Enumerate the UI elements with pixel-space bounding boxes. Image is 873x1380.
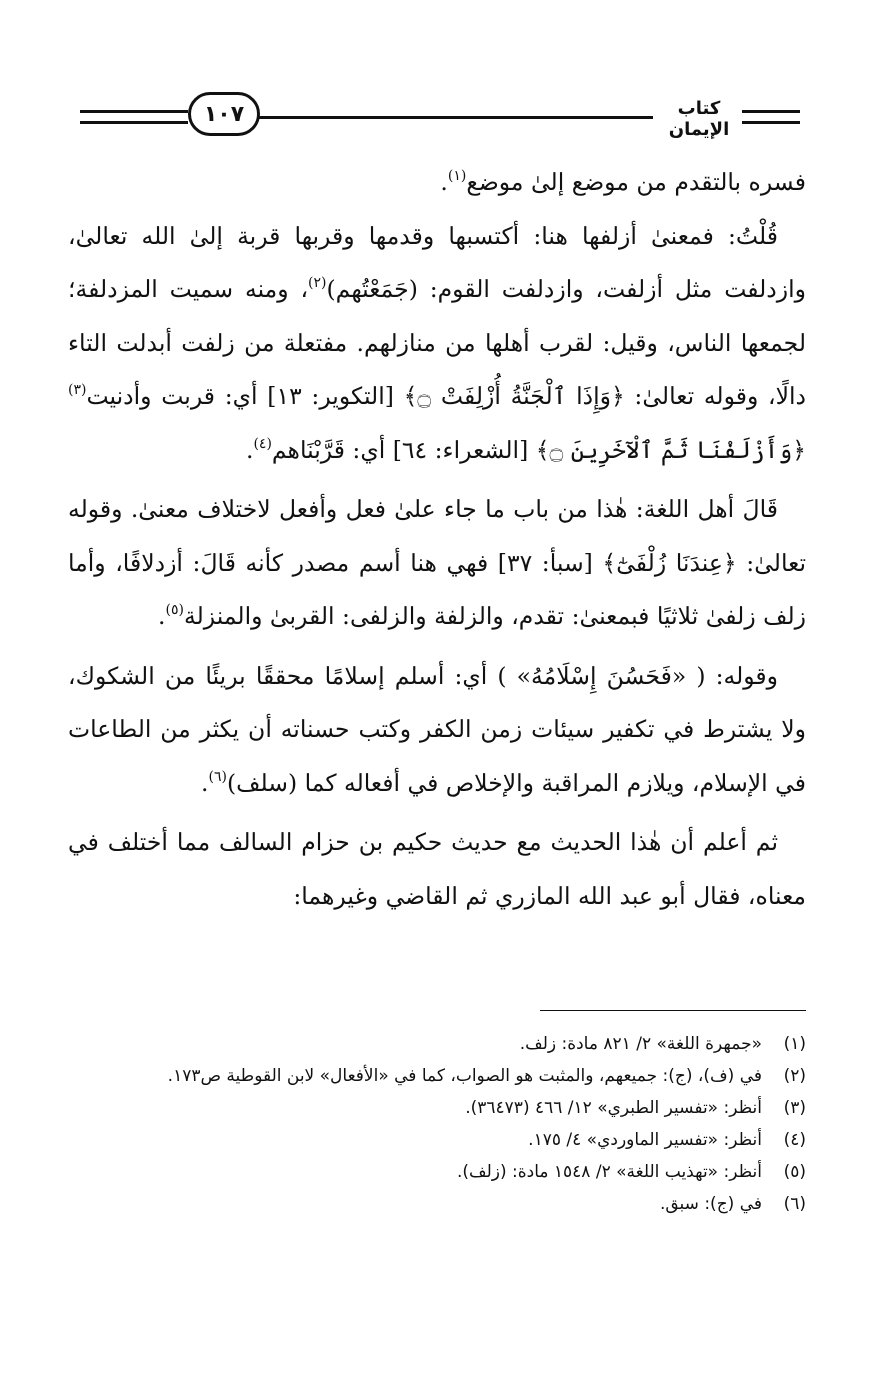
footnote-text: «جمهرة اللغة» ٢/ ٨٢١ مادة: زلف. bbox=[519, 1034, 762, 1054]
paragraph-2-text-b: ، ومنه سميت المزدلفة؛ لجمعها الناس، وقيل: لقرب أهلها من منازلهم. مفتعلة من زلفت أبدلت التاء دالًا، وقوله تعالىٰ: ﴿وَإِذَا ٱلْجَنَّةُ أُزْلِفَتْ ۝﴾ [التكوير: ١٣] أي: قربت وأدنيت bbox=[68, 275, 806, 410]
page-header bbox=[70, 84, 800, 142]
footnote-number: (٦) bbox=[783, 1194, 806, 1214]
footnote-2 bbox=[70, 1060, 806, 1092]
page-number-frame bbox=[188, 92, 260, 136]
main-text bbox=[68, 156, 806, 923]
page-number: ١٠٧ bbox=[203, 101, 245, 127]
footnote-number: (٥) bbox=[783, 1162, 806, 1182]
footnote-text: أنظر: «تفسير الماوردي» ٤/ ١٧٥. bbox=[528, 1130, 762, 1150]
paragraph-2-text-a: قُلْتُ: فمعنىٰ أزلفها هنا: أكتسبها وقدمها وقربها قربة إلىٰ الله تعالىٰ، وازدلفت مثل أزلفت، وازدلفت القوم: (جَمَعْتُهم) bbox=[68, 221, 807, 303]
paragraph-4-end: . bbox=[201, 768, 209, 797]
footnote-text: أنظر: «تهذيب اللغة» ٢/ ١٥٤٨ مادة: (زلف). bbox=[456, 1162, 762, 1182]
paragraph-3-text: قَالَ أهل اللغة: هٰذا من باب ما جاء علىٰ فعل وأفعل لاختلاف معنىٰ. وقوله تعالىٰ: ﴿عِندَنَا زُلْفَىٰٓ﴾ [سبأ: ٣٧] فهي هنا أسم مصدر كأنه قَالَ: أزدلافًا، وأما زلف زلفىٰ ثلاثيًا فبمعنىٰ: تقدم، والزلفة والزلفى: القربىٰ والمنزلة bbox=[68, 495, 806, 630]
footnote-number: (٣) bbox=[783, 1098, 806, 1118]
footnote-6 bbox=[70, 1188, 806, 1220]
footnote-ref-3: (٣) bbox=[68, 382, 87, 398]
footnote-number: (١) bbox=[783, 1034, 806, 1054]
paragraph-2-end: . bbox=[245, 435, 254, 464]
footnote-text: في (ج): سبق. bbox=[659, 1194, 762, 1214]
footnote-ref-2: (٢) bbox=[308, 275, 327, 291]
footnote-ref-6: (٦) bbox=[208, 768, 227, 785]
footnotes bbox=[70, 1028, 806, 1220]
footnote-text: في (ف)، (ج): جميعهم، والمثبت هو الصواب، كما في «الأفعال» لابن القوطية ص١٧٣. bbox=[167, 1066, 762, 1086]
paragraph-5 bbox=[68, 816, 806, 923]
paragraph-1-end: . bbox=[440, 168, 448, 196]
footnote-ref-5: (٥) bbox=[165, 602, 184, 618]
header-rule-right bbox=[742, 110, 800, 124]
footnote-number: (٢) bbox=[783, 1066, 806, 1086]
footnote-ref-1: (١) bbox=[447, 168, 467, 184]
paragraph-4 bbox=[68, 650, 806, 811]
footnote-number: (٤) bbox=[783, 1130, 806, 1150]
footnote-text: أنظر: «تفسير الطبري» ١٢/ ٤٦٦ (٣٦٤٧٣). bbox=[465, 1098, 762, 1118]
paragraph-3-end: . bbox=[158, 602, 166, 630]
running-head-title: كتاب الإيمان bbox=[668, 98, 730, 140]
paragraph-2-text-c: ﴿وَأَزْلَفْنَا ثَمَّ ٱلْآخَرِينَ ۝﴾ [الشعراء: ٦٤] أي: قَرَّبْنَاهم bbox=[271, 435, 806, 464]
paragraph-5-text: ثم أعلم أن هٰذا الحديث مع حديث حكيم بن حزام السالف مما أختلف في معناه، فقال أبو عبد الله المازري ثم القاضي وغيرهما: bbox=[68, 828, 806, 910]
footnote-4 bbox=[70, 1124, 806, 1156]
paragraph-2 bbox=[68, 210, 806, 478]
header-rule-left bbox=[80, 110, 188, 124]
paragraph-1 bbox=[68, 156, 806, 210]
header-rule-middle bbox=[258, 116, 653, 119]
footnote-separator bbox=[540, 1010, 806, 1011]
footnote-ref-4: (٤) bbox=[253, 435, 272, 452]
paragraph-3 bbox=[68, 483, 806, 644]
footnote-3 bbox=[70, 1092, 806, 1124]
paragraph-4-text: وقوله: ( «فَحَسُنَ إِسْلَامُهُ» ) أي: أسلم إسلامًا محققًا بريئًا من الشكوك، ولا يشترط في تكفير سيئات زمن الكفر وكتب حسناته أن يكثر من الطاعات في الإسلام، ويلازم المراقبة والإخلاص في أفعاله كما (سلف) bbox=[68, 661, 806, 797]
paragraph-1-text: فسره بالتقدم من موضع إلىٰ موضع bbox=[466, 168, 806, 196]
footnote-5 bbox=[70, 1156, 806, 1188]
footnote-1 bbox=[70, 1028, 806, 1060]
